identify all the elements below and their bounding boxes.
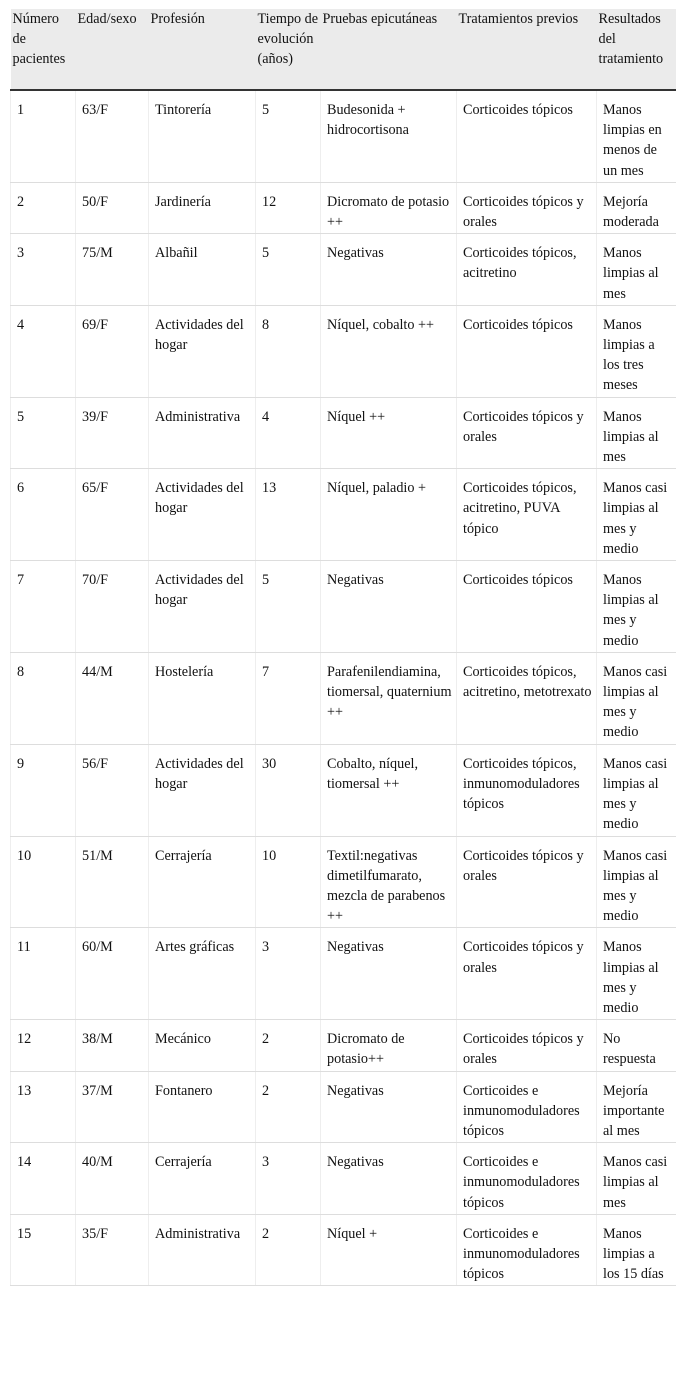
cell-age-sex: 37/M bbox=[76, 1071, 149, 1143]
cell-profession: Fontanero bbox=[149, 1071, 256, 1143]
cell-profession: Actividades del hogar bbox=[149, 305, 256, 397]
cell-patch-tests: Budesonida + hidrocortisona bbox=[321, 90, 457, 182]
cell-patient-number: 15 bbox=[11, 1214, 76, 1286]
cell-evolution-time: 10 bbox=[256, 836, 321, 928]
header-evolution-time: Tiempo de evolución (años) bbox=[256, 9, 321, 90]
cell-treatment-results: Manos casi limpias al mes y medio bbox=[597, 469, 676, 561]
cell-previous-treatments: Corticoides tópicos bbox=[457, 561, 597, 653]
header-patient-number: Número de pacientes bbox=[11, 9, 76, 90]
cell-previous-treatments: Corticoides tópicos, acitretino, metotrexato bbox=[457, 652, 597, 744]
cell-patient-number: 7 bbox=[11, 561, 76, 653]
table-row bbox=[11, 561, 676, 653]
cell-evolution-time: 3 bbox=[256, 1143, 321, 1215]
patients-table bbox=[10, 9, 676, 1286]
cell-patch-tests: Negativas bbox=[321, 561, 457, 653]
cell-profession: Albañil bbox=[149, 234, 256, 306]
header-previous-treatments: Tratamientos previos bbox=[457, 9, 597, 90]
cell-profession: Cerrajería bbox=[149, 1143, 256, 1215]
table-row bbox=[11, 90, 676, 182]
cell-evolution-time: 2 bbox=[256, 1214, 321, 1286]
cell-previous-treatments: Corticoides tópicos y orales bbox=[457, 397, 597, 469]
cell-treatment-results: Manos limpias al mes bbox=[597, 397, 676, 469]
cell-evolution-time: 7 bbox=[256, 652, 321, 744]
table-row bbox=[11, 1071, 676, 1143]
table-row bbox=[11, 652, 676, 744]
cell-patient-number: 9 bbox=[11, 744, 76, 836]
cell-evolution-time: 5 bbox=[256, 561, 321, 653]
cell-patient-number: 2 bbox=[11, 182, 76, 233]
table-row bbox=[11, 928, 676, 1020]
table-row bbox=[11, 836, 676, 928]
cell-previous-treatments: Corticoides tópicos y orales bbox=[457, 1020, 597, 1071]
cell-patient-number: 1 bbox=[11, 90, 76, 182]
header-patch-tests: Pruebas epicutáneas bbox=[321, 9, 457, 90]
cell-previous-treatments: Corticoides tópicos bbox=[457, 90, 597, 182]
cell-patch-tests: Níquel + bbox=[321, 1214, 457, 1286]
cell-age-sex: 39/F bbox=[76, 397, 149, 469]
table-row bbox=[11, 1020, 676, 1071]
cell-patch-tests: Textil:negativas dimetilfumarato, mezcla de parabenos ++ bbox=[321, 836, 457, 928]
cell-treatment-results: Manos limpias al mes bbox=[597, 234, 676, 306]
table-row bbox=[11, 305, 676, 397]
cell-age-sex: 56/F bbox=[76, 744, 149, 836]
cell-treatment-results: No respuesta bbox=[597, 1020, 676, 1071]
table-row bbox=[11, 744, 676, 836]
cell-evolution-time: 30 bbox=[256, 744, 321, 836]
cell-previous-treatments: Corticoides e inmunomoduladores tópicos bbox=[457, 1214, 597, 1286]
cell-age-sex: 35/F bbox=[76, 1214, 149, 1286]
cell-evolution-time: 12 bbox=[256, 182, 321, 233]
cell-age-sex: 51/M bbox=[76, 836, 149, 928]
header-age-sex: Edad/sexo bbox=[76, 9, 149, 90]
cell-evolution-time: 3 bbox=[256, 928, 321, 1020]
cell-treatment-results: Mejoría moderada bbox=[597, 182, 676, 233]
header-profession: Profesión bbox=[149, 9, 256, 90]
table-header-row bbox=[11, 9, 676, 90]
cell-evolution-time: 8 bbox=[256, 305, 321, 397]
cell-age-sex: 69/F bbox=[76, 305, 149, 397]
cell-age-sex: 75/M bbox=[76, 234, 149, 306]
table-row bbox=[11, 469, 676, 561]
cell-previous-treatments: Corticoides tópicos bbox=[457, 305, 597, 397]
cell-patient-number: 5 bbox=[11, 397, 76, 469]
cell-previous-treatments: Corticoides tópicos y orales bbox=[457, 836, 597, 928]
cell-age-sex: 40/M bbox=[76, 1143, 149, 1215]
cell-treatment-results: Manos limpias a los tres meses bbox=[597, 305, 676, 397]
cell-patient-number: 6 bbox=[11, 469, 76, 561]
cell-evolution-time: 2 bbox=[256, 1020, 321, 1071]
cell-patch-tests: Negativas bbox=[321, 928, 457, 1020]
cell-evolution-time: 5 bbox=[256, 90, 321, 182]
cell-evolution-time: 5 bbox=[256, 234, 321, 306]
header-treatment-results: Resultados del tratamiento bbox=[597, 9, 676, 90]
cell-treatment-results: Manos casi limpias al mes y medio bbox=[597, 652, 676, 744]
cell-treatment-results: Manos limpias en menos de un mes bbox=[597, 90, 676, 182]
table-row bbox=[11, 397, 676, 469]
table-body bbox=[11, 90, 676, 1286]
cell-evolution-time: 2 bbox=[256, 1071, 321, 1143]
cell-patch-tests: Dicromato de potasio ++ bbox=[321, 182, 457, 233]
cell-previous-treatments: Corticoides tópicos y orales bbox=[457, 182, 597, 233]
cell-treatment-results: Manos limpias al mes y medio bbox=[597, 928, 676, 1020]
cell-age-sex: 63/F bbox=[76, 90, 149, 182]
table-row bbox=[11, 1143, 676, 1215]
cell-previous-treatments: Corticoides e inmunomoduladores tópicos bbox=[457, 1143, 597, 1215]
cell-profession: Actividades del hogar bbox=[149, 469, 256, 561]
cell-patch-tests: Cobalto, níquel, tiomersal ++ bbox=[321, 744, 457, 836]
cell-patch-tests: Níquel ++ bbox=[321, 397, 457, 469]
cell-age-sex: 38/M bbox=[76, 1020, 149, 1071]
cell-age-sex: 60/M bbox=[76, 928, 149, 1020]
cell-profession: Administrativa bbox=[149, 397, 256, 469]
cell-treatment-results: Manos casi limpias al mes bbox=[597, 1143, 676, 1215]
cell-previous-treatments: Corticoides tópicos, acitretino bbox=[457, 234, 597, 306]
cell-treatment-results: Manos limpias al mes y medio bbox=[597, 561, 676, 653]
cell-treatment-results: Manos casi limpias al mes y medio bbox=[597, 744, 676, 836]
cell-patch-tests: Níquel, cobalto ++ bbox=[321, 305, 457, 397]
cell-patient-number: 13 bbox=[11, 1071, 76, 1143]
cell-patch-tests: Níquel, paladio + bbox=[321, 469, 457, 561]
cell-treatment-results: Mejoría importante al mes bbox=[597, 1071, 676, 1143]
cell-patch-tests: Dicromato de potasio++ bbox=[321, 1020, 457, 1071]
cell-patch-tests: Negativas bbox=[321, 1071, 457, 1143]
cell-profession: Tintorería bbox=[149, 90, 256, 182]
cell-previous-treatments: Corticoides tópicos, inmunomoduladores tópicos bbox=[457, 744, 597, 836]
cell-patch-tests: Negativas bbox=[321, 1143, 457, 1215]
cell-profession: Hostelería bbox=[149, 652, 256, 744]
cell-profession: Mecánico bbox=[149, 1020, 256, 1071]
cell-patch-tests: Negativas bbox=[321, 234, 457, 306]
cell-profession: Administrativa bbox=[149, 1214, 256, 1286]
cell-treatment-results: Manos limpias a los 15 días bbox=[597, 1214, 676, 1286]
table-row bbox=[11, 234, 676, 306]
cell-patient-number: 14 bbox=[11, 1143, 76, 1215]
cell-age-sex: 70/F bbox=[76, 561, 149, 653]
cell-patient-number: 4 bbox=[11, 305, 76, 397]
cell-patch-tests: Parafenilendiamina, tiomersal, quaternium ++ bbox=[321, 652, 457, 744]
cell-age-sex: 44/M bbox=[76, 652, 149, 744]
cell-treatment-results: Manos casi limpias al mes y medio bbox=[597, 836, 676, 928]
cell-patient-number: 12 bbox=[11, 1020, 76, 1071]
cell-patient-number: 11 bbox=[11, 928, 76, 1020]
cell-previous-treatments: Corticoides tópicos, acitretino, PUVA tópico bbox=[457, 469, 597, 561]
cell-age-sex: 65/F bbox=[76, 469, 149, 561]
cell-evolution-time: 4 bbox=[256, 397, 321, 469]
cell-evolution-time: 13 bbox=[256, 469, 321, 561]
cell-profession: Jardinería bbox=[149, 182, 256, 233]
cell-previous-treatments: Corticoides tópicos y orales bbox=[457, 928, 597, 1020]
table-row bbox=[11, 1214, 676, 1286]
cell-patient-number: 8 bbox=[11, 652, 76, 744]
cell-profession: Cerrajería bbox=[149, 836, 256, 928]
cell-profession: Actividades del hogar bbox=[149, 561, 256, 653]
cell-previous-treatments: Corticoides e inmunomoduladores tópicos bbox=[457, 1071, 597, 1143]
cell-age-sex: 50/F bbox=[76, 182, 149, 233]
cell-patient-number: 10 bbox=[11, 836, 76, 928]
cell-profession: Actividades del hogar bbox=[149, 744, 256, 836]
cell-profession: Artes gráficas bbox=[149, 928, 256, 1020]
table-row bbox=[11, 182, 676, 233]
cell-patient-number: 3 bbox=[11, 234, 76, 306]
